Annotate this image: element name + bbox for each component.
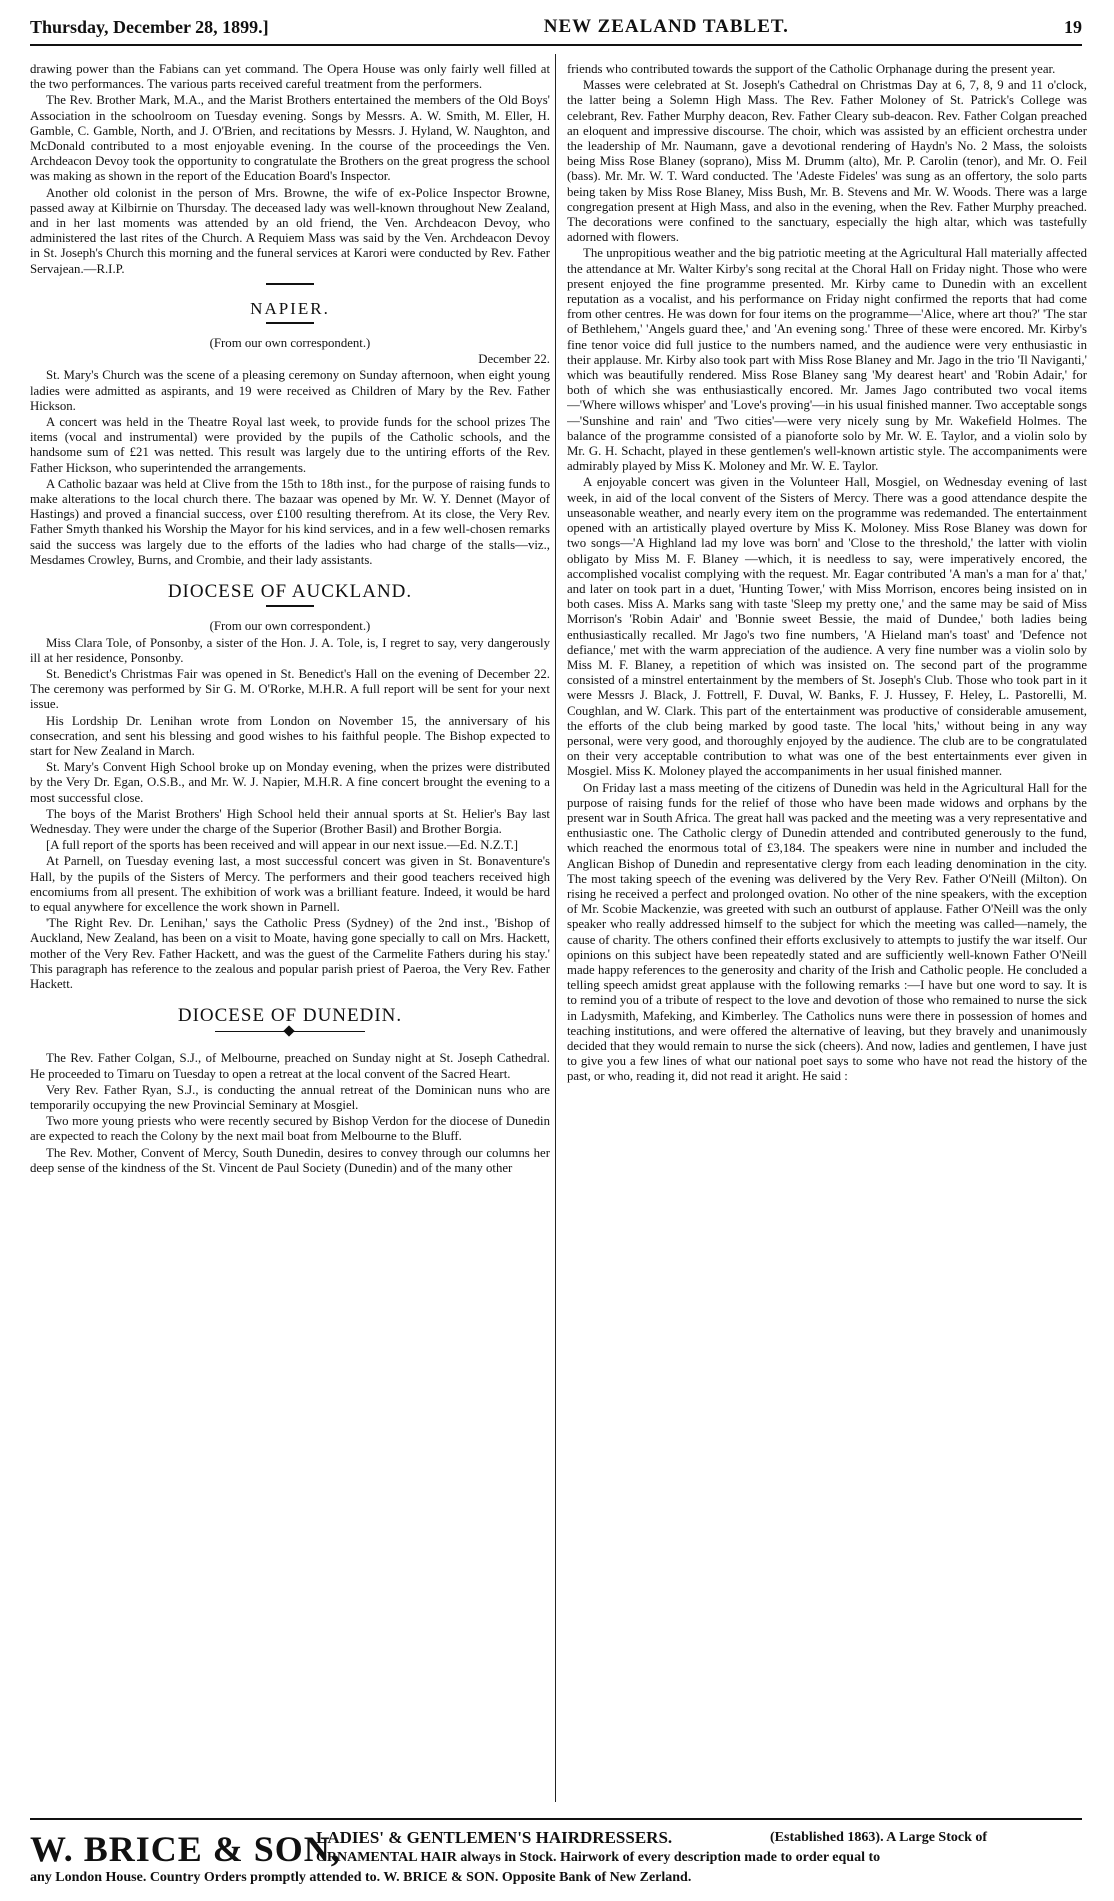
correspondent-note: (From our own correspondent.)	[209, 619, 371, 634]
correspondent-note: (From our own correspondent.)	[209, 336, 371, 351]
paragraph: His Lordship Dr. Lenihan wrote from London on November 15, the anniversary of his consecration, and sent his blessing and good wishes to his faithful people. The Bishop expected to start for New Zealand in March.	[30, 713, 550, 758]
paragraph: St. Mary's Church was the scene of a pleasing ceremony on Sunday afternoon, when eight young ladies were admitted as aspirants, and 19 were received as Children of Mary by the Rev. Father Hickson.	[30, 368, 550, 413]
advertisement-headline: LADIES' & GENTLEMEN'S HAIRDRESSERS.	[316, 1828, 673, 1847]
advertisement-line: any London House. Country Orders promptly attended to. W. BRICE & SON. Opposite Bank of New Zerland.	[30, 1870, 692, 1885]
section-divider	[266, 605, 314, 607]
paragraph: drawing power than the Fabians can yet command. The Opera House was only fairly well filled at the two performances. The various parts received careful treatment from the performers.	[30, 62, 550, 92]
issue-date: Thursday, December 28, 1899.]	[30, 16, 269, 37]
masthead	[30, 10, 1082, 46]
paragraph: Another old colonist in the person of Mrs. Browne, the wife of ex-Police Inspector Browne, passed away at Kilbirnie on Thursday. The deceased lady was well-known throughout New Zealand, and in her last moments was attended by an old friend, the Ven. Archdeacon Devoy, who administered the last rites of the Church. A Requiem Mass was said by the Ven. Archdeacon Devoy in St. Joseph's Church this morning and the funeral services at Karori were conducted by Rev. Father Servajean.—R.I.P.	[30, 185, 550, 276]
paragraph: The Rev. Mother, Convent of Mercy, South Dunedin, desires to convey through our columns her deep sense of the kindness of the St. Vincent de Paul Society (Dunedin) and of the many other	[30, 1145, 550, 1175]
paragraph: The Rev. Brother Mark, M.A., and the Marist Brothers entertained the members of the Old Boys' Association in the schoolroom on Tuesday evening. Songs by Messrs. A. W. Smith, M. Eller, H. Gamble, C. Gamble, North, and J. O'Brien, and recitations by Messrs. J. Hyland, W. Naughton, and McDonald contributed to a most enjoyable evening. In the course of the proceedings the Ven. Archdeacon Devoy took the opportunity to congratulate the Brothers on the great progress the school was making as shown in the report of the Education Board's Inspector.	[30, 93, 550, 184]
advertisement-line: ORNAMENTAL HAIR always in Stock. Hairwork of every description made to order equal to	[316, 1850, 881, 1865]
paragraph: On Friday last a mass meeting of the citizens of Dunedin was held in the Agricultural Hall for the purpose of raising funds for the relief of those who have been made widows and orphans by the present war in South Africa. The great hall was packed and the meeting was a very representative and enthusiastic one. The Catholic clergy of Dunedin attended and contributed generously to the fund, which reached the enormous total of £3,184. The speakers were nine in number and included the Anglican Bishop of Dunedin and representative clergy from each leading denomination in the city. The most taking speech of the evening was delivered by the Very Rev. Father O'Neill (Milton). On rising he received a perfect and prolonged ovation. No other of the nine speakers, with the exception of Mr. Scobie Mackenzie, was greeted with such an outburst of applause. Father O'Neill was the only speaker who really addressed himself to the subject for which the meeting was called—namely, the cause of charity. The others confined their efforts exclusively to attempts to justify the war itself. Our opinions on this subject have been repeatedly stated and are sufficiently well-known Father O'Neill made happy references to the generosity and charity of the Irish and Catholic people. He concluded a telling speech amidst great applause with the following remarks :—I have but one word to say. It is to remind you of a tribute of respect to the love and devotion of those who remained to nurse the sick in Ladysmith, Mafeking, and Kimberley. The Catholics nuns were there in possession of homes and teaching institutions, and were offered the alternative of leaving, but they bravely and unanimously decided that they would remain to nurse the sick (cheers). And now, ladies and gentlemen, I have just to give you a few lines of what our national poet says to some who have not read the history of the past, or who, reading it, did not read it aright. He said :	[567, 780, 1087, 1084]
paragraph: Miss Clara Tole, of Ponsonby, a sister of the Hon. J. A. Tole, is, I regret to say, very dangerously ill at her residence, Ponsonby.	[30, 635, 550, 665]
paragraph: A concert was held in the Theatre Royal last week, to provide funds for the school prizes The items (vocal and instrumental) were provided by the pupils of the Catholic schools, and the handsome sum of £21 was netted. This result was largely due to the untiring efforts of the Rev. Father Hickson, who superintended the arrangements.	[30, 415, 550, 475]
paragraph: A enjoyable concert was given in the Volunteer Hall, Mosgiel, on Wednesday evening of last week, in aid of the local convent of the Sisters of Mercy. There was a good attendance despite the unseasonable weather, and nearly every item on the programme was redemanded. The entertainment opened with an artistically played overture by Miss K. Moloney. Miss Rose Blaney was down for two songs—'A Highland lad my love was born' and 'Close to the threshold,' the latter with violin obligato by Miss M. F. Blaney —which, it is needless to say, were imperatively encored, the accomplished vocalist complying with the request. Mr. Eagar contributed 'A man's a man for a' that,' and later on took part in a duet, 'Hunting Tower,' with Miss Morrison, encores being insisted on in both cases. Miss A. Marks sang with taste 'Sleep my pretty one,' and the same may be said of Miss Morrison's 'Robin Adair' and 'Bonnie sweet Bessie, the maid of Dundee,' both ladies being enthusiastically recalled. Mr Jago's two fine numbers, 'A Hieland man's toast' and 'Defence not defiance,' met with the warm appreciation of the audience. A very fine number was a violin solo by Miss M. F. Blaney, a repetition of which was insisted on. The second part of the programme consisted of a minstrel entertainment by the members of St. Joseph's Club. Those who took part in it were Messrs J. Black, J. Fottrell, F. Duval, W. Banks, F. J. Hussey, F. Heley, L. Pastorelli, M. Coughlan, and W. Clark. This part of the entertainment was productive of considerable amusement, the efforts of the club being marked by good taste. The local 'hits,' without being in any way personal, were very good, and thoroughly enjoyed by the audience. The club are to be congratulated on their very acceptable contribution to what was one of the best entertainments ever given in Mosgiel. Miss K. Moloney played the accompaniments in her usual finished manner.	[567, 475, 1087, 779]
section-heading-auckland: DIOCESE OF AUCKLAND.	[167, 581, 413, 603]
paragraph: The boys of the Marist Brothers' High School held their annual sports at St. Helier's Bay last Wednesday. They were under the charge of the Superior (Brother Basil) and Brother Borgia.	[30, 806, 550, 836]
page-number: 19	[1064, 16, 1082, 37]
advertisement-footer	[30, 1818, 1082, 1890]
paragraph: friends who contributed towards the support of the Catholic Orphanage during the present year.	[567, 62, 1056, 76]
paragraph: At Parnell, on Tuesday evening last, a most successful concert was given in St. Bonaventure's Hall, by the pupils of the Sisters of Mercy. The performers and their good teachers received high encomiums from all present. The exhibition of work was a brilliant feature. Indeed, it would be hard to equal anywhere for excellence the work shown in Parnell.	[30, 854, 550, 914]
diamond-ornament	[283, 1026, 294, 1037]
paragraph: The Rev. Father Colgan, S.J., of Melbourne, preached on Sunday night at St. Joseph Cathedral. He proceeded to Timaru on Tuesday to open a retreat at the local convent of the Sacred Heart.	[30, 1051, 550, 1081]
paragraph: St. Benedict's Christmas Fair was opened in St. Benedict's Hall on the evening of December 22. The ceremony was performed by Sir G. M. O'Rorke, M.H.R. A full report will be sent for your next issue.	[30, 666, 550, 712]
dateline: December 22.	[478, 352, 550, 367]
left-column	[30, 62, 550, 1802]
paragraph: 'The Right Rev. Dr. Lenihan,' says the Catholic Press (Sydney) of the 2nd inst., 'Bishop of Auckland, New Zealand, has been on a visit to Moate, having gone specially to call on Mrs. Hackett, mother of the Very Rev. Father Hackett, and was the guest of the Carmelite Fathers during his stay.' This paragraph has reference to the zealous and popular parish priest of Paeroa, the Very Rev. Father Hackett.	[30, 916, 550, 991]
section-divider	[266, 322, 314, 324]
paragraph: St. Mary's Convent High School broke up on Monday evening, when the prizes were distributed by the Very Dr. Egan, O.S.B., and Mr. W. J. Napier, M.H.R. A fine concert brought the evening to a most successful close.	[30, 760, 550, 805]
paragraph: [A full report of the sports has been received and will appear in our next issue.—Ed. N.Z.T.]	[46, 838, 519, 853]
right-column	[567, 62, 1087, 1802]
section-heading-napier: NAPIER.	[250, 298, 330, 318]
paragraph: A Catholic bazaar was held at Clive from the 15th to 18th inst., for the purpose of raising funds to make alterations to the local church there. The bazaar was opened by Mr. W. Y. Dennet (Mayor of Hastings) and proved a financial success, over £100 resulting therefrom. At its close, the Very Rev. Father Smyth thanked his Worship the Mayor for his kind services, and in a few well-chosen remarks said the success was largely due to the efforts of the ladies who had charge of the stalls—viz., Mesdames Crowley, Burns, and Crombie, and their lady assistants.	[30, 476, 550, 567]
publication-title: NEW ZEALAND TABLET.	[543, 16, 789, 37]
paragraph: The unpropitious weather and the big patriotic meeting at the Agricultural Hall materially affected the attendance at Mr. Walter Kirby's song recital at the Choral Hall on Friday night. Those who were present enjoyed the fine programme presented. Mr. Kirby came to Dunedin with an excellent reputation as a vocalist, and his performance on Friday night confirmed the reports that had come from other centres. He was down for four items on the programme—'Alice, where art thou?' 'The star of Bethlehem,' 'Angels guard thee,' and 'An evening song.' Three of these were encored. Mr. Kirby's fine tenor voice did full justice to the numbers named, and the audience were very enthusiastic in their applause. Mr. Kirby also took part with Miss Rose Blaney and Mr. Jago in the trio 'Il Naviganti,' which was beautifully rendered. Miss Rose Blaney sang 'My dearest heart' and 'Robin Adair,' for both of which she was enthusiastically encored. Mr. James Jago contributed two vocal items—'Where willows whisper' and 'Love's proving'—in his usual finished manner. Two acceptable songs—'Sunshine and rain' and 'Two cities'—were very nicely sung by Mr. Wakefield Holmes. The balance of the programme consisted of a pianoforte solo by Mr. W. E. Taylor, and a violin solo by Mr. G. H. Schacht, played in these gentlemen's well-known artistic style. The accompaniments were admirably played by Miss K. Moloney and Mr. W. E. Taylor.	[567, 246, 1087, 474]
paragraph: Very Rev. Father Ryan, S.J., is conducting the annual retreat of the Dominican nuns who are temporarily occupying the new Provincial Seminary at Mosgiel.	[30, 1082, 550, 1112]
section-divider	[266, 283, 314, 285]
paragraph: Two more young priests who were recently secured by Bishop Verdon for the diocese of Dunedin are expected to reach the Colony by the next mail boat from Melbourne to the Bluff.	[30, 1114, 550, 1144]
column-rule	[555, 54, 556, 1802]
section-heading-dunedin: DIOCESE OF DUNEDIN.	[177, 1005, 403, 1027]
diamond-divider	[215, 1027, 365, 1037]
advertisement-established: (Established 1863). A Large Stock of	[770, 1830, 988, 1845]
paragraph: Masses were celebrated at St. Joseph's Cathedral on Christmas Day at 6, 7, 8, 9 and 11 o'clock, the latter being a Solemn High Mass. The Rev. Father Moloney of St. Patrick's College was celebrant, Rev. Father Murphy deacon, Rev. Father Cleary sub-deacon. Rev. Father Colgan preached an eloquent and impressive discourse. The choir, which was assisted by an efficient orchestra under the leadership of Mr. Naumann, gave a devotional rendering of Haydn's No. 2 Mass, the soloists being Miss Rose Blaney (soprano), Miss M. Drumm (alto), Mr. P. Carolin (tenor), and Mr. O. Feil (bass). Mr. Mr. W. T. Ward conducted. The 'Adeste Fideles' was sung as an offertory, the solo parts being taken by Miss Rose Blaney, Miss Bush, Mr. B. Stevens and Mr. W. Woods. There was a large congregation present at High Mass, and also in the evening, when the Rev. Father Murphy preached. The decorations were confined to the sanctuary, especially the high altar, which was tastefully adorned with flowers.	[567, 78, 1087, 245]
advertiser-logo: W. BRICE & SON,	[30, 1829, 341, 1869]
